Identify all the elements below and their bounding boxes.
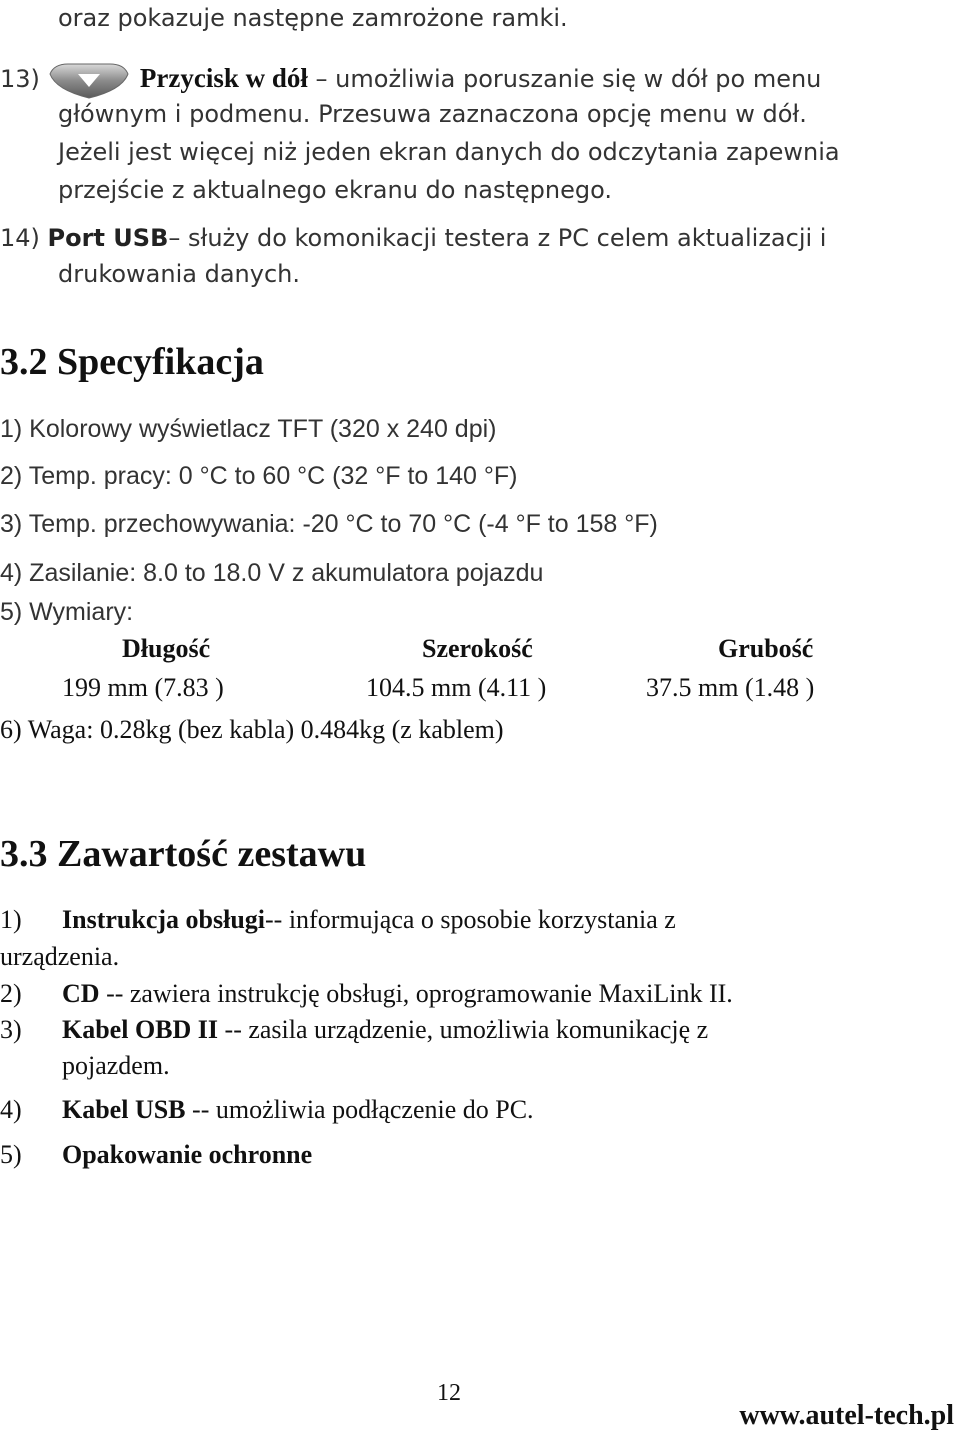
contents-item-3-text: -- zasila urządzenie, umożliwia komunikację z (218, 1015, 709, 1044)
down-arrow-button-icon (48, 60, 130, 100)
contents-item-1-number: 1) (0, 905, 22, 934)
item-14 (0, 222, 826, 254)
contents-item-3-number: 3) (0, 1015, 22, 1044)
item-13-text: – umożliwia poruszanie się w dół po menu (307, 65, 822, 93)
contents-item-2-title: CD (62, 979, 100, 1008)
contents-item-3 (0, 1014, 708, 1046)
item-13-line-2: głównym i podmenu. Przesuwa zaznaczona opcję menu w dół. (58, 100, 807, 128)
item-14-text: – służy do komonikacji testera z PC celem aktualizacji i (168, 224, 827, 252)
contents-item-1-line-2: urządzenia. (0, 942, 120, 971)
intro-line: oraz pokazuje następne zamrożone ramki. (58, 4, 568, 32)
contents-item-4-number: 4) (0, 1095, 22, 1124)
item-14-number: 14) (0, 224, 40, 252)
contents-item-2-number: 2) (0, 979, 22, 1008)
contents-item-5-title: Opakowanie ochronne (62, 1140, 313, 1169)
section-heading-contents: 3.3 Zawartość zestawu (0, 833, 367, 875)
item-14-line-2: drukowania danych. (58, 260, 300, 288)
page-number: 12 (437, 1380, 461, 1406)
contents-item-5-number: 5) (0, 1140, 22, 1169)
contents-item-4 (0, 1094, 534, 1126)
item-13-line-3: Jeżeli jest więcej niż jeden ekran danych do odczytania zapewnia (58, 138, 840, 166)
dimension-value-length: 199 mm (7.83 ) (62, 673, 224, 702)
item-14-title: Port USB (47, 224, 169, 252)
contents-item-5 (0, 1139, 312, 1171)
dimension-value-width: 104.5 mm (4.11 ) (366, 673, 547, 702)
dimension-value-thickness: 37.5 mm (1.48 ) (646, 673, 815, 702)
contents-item-2 (0, 978, 733, 1010)
item-13 (0, 60, 821, 100)
item-13-line-4: przejście z aktualnego ekranu do następnego. (58, 176, 613, 204)
contents-item-3-title: Kabel OBD II (62, 1015, 219, 1044)
spec-item-4: 4) Zasilanie: 8.0 to 18.0 V z akumulatora pojazdu (0, 559, 544, 587)
spec-item-1: 1) Kolorowy wyświetlacz TFT (320 x 240 dpi) (0, 415, 497, 443)
contents-item-4-title: Kabel USB (62, 1095, 186, 1124)
section-heading-specification: 3.2 Specyfikacja (0, 341, 264, 383)
dimension-header-width: Szerokość (422, 634, 533, 663)
dimension-header-length: Długość (122, 634, 211, 663)
spec-item-5: 5) Wymiary: (0, 598, 134, 626)
website-url: www.autel-tech.pl (739, 1400, 954, 1431)
dimension-header-thickness: Grubość (718, 634, 814, 663)
spec-item-2: 2) Temp. pracy: 0 °C to 60 °C (32 °F to 140 °F) (0, 462, 518, 490)
contents-item-2-text: -- zawiera instrukcję obsługi, oprogramowanie MaxiLink II. (99, 979, 733, 1008)
spec-item-3: 3) Temp. przechowywania: -20 °C to 70 °C (-4 °F to 158 °F) (0, 510, 658, 538)
contents-item-1-title: Instrukcja obsługi (62, 905, 265, 934)
contents-item-1-text: -- informująca o sposobie korzystania z (265, 905, 676, 934)
contents-item-3-line-2: pojazdem. (62, 1051, 170, 1080)
item-13-number: 13) (0, 65, 40, 93)
spec-item-6: 6) Waga: 0.28kg (bez kabla) 0.484kg (z kablem) (0, 715, 504, 744)
contents-item-4-text: -- umożliwia podłączenie do PC. (185, 1095, 534, 1124)
contents-item-1 (0, 904, 676, 936)
item-13-title: Przycisk w dół (139, 63, 308, 93)
